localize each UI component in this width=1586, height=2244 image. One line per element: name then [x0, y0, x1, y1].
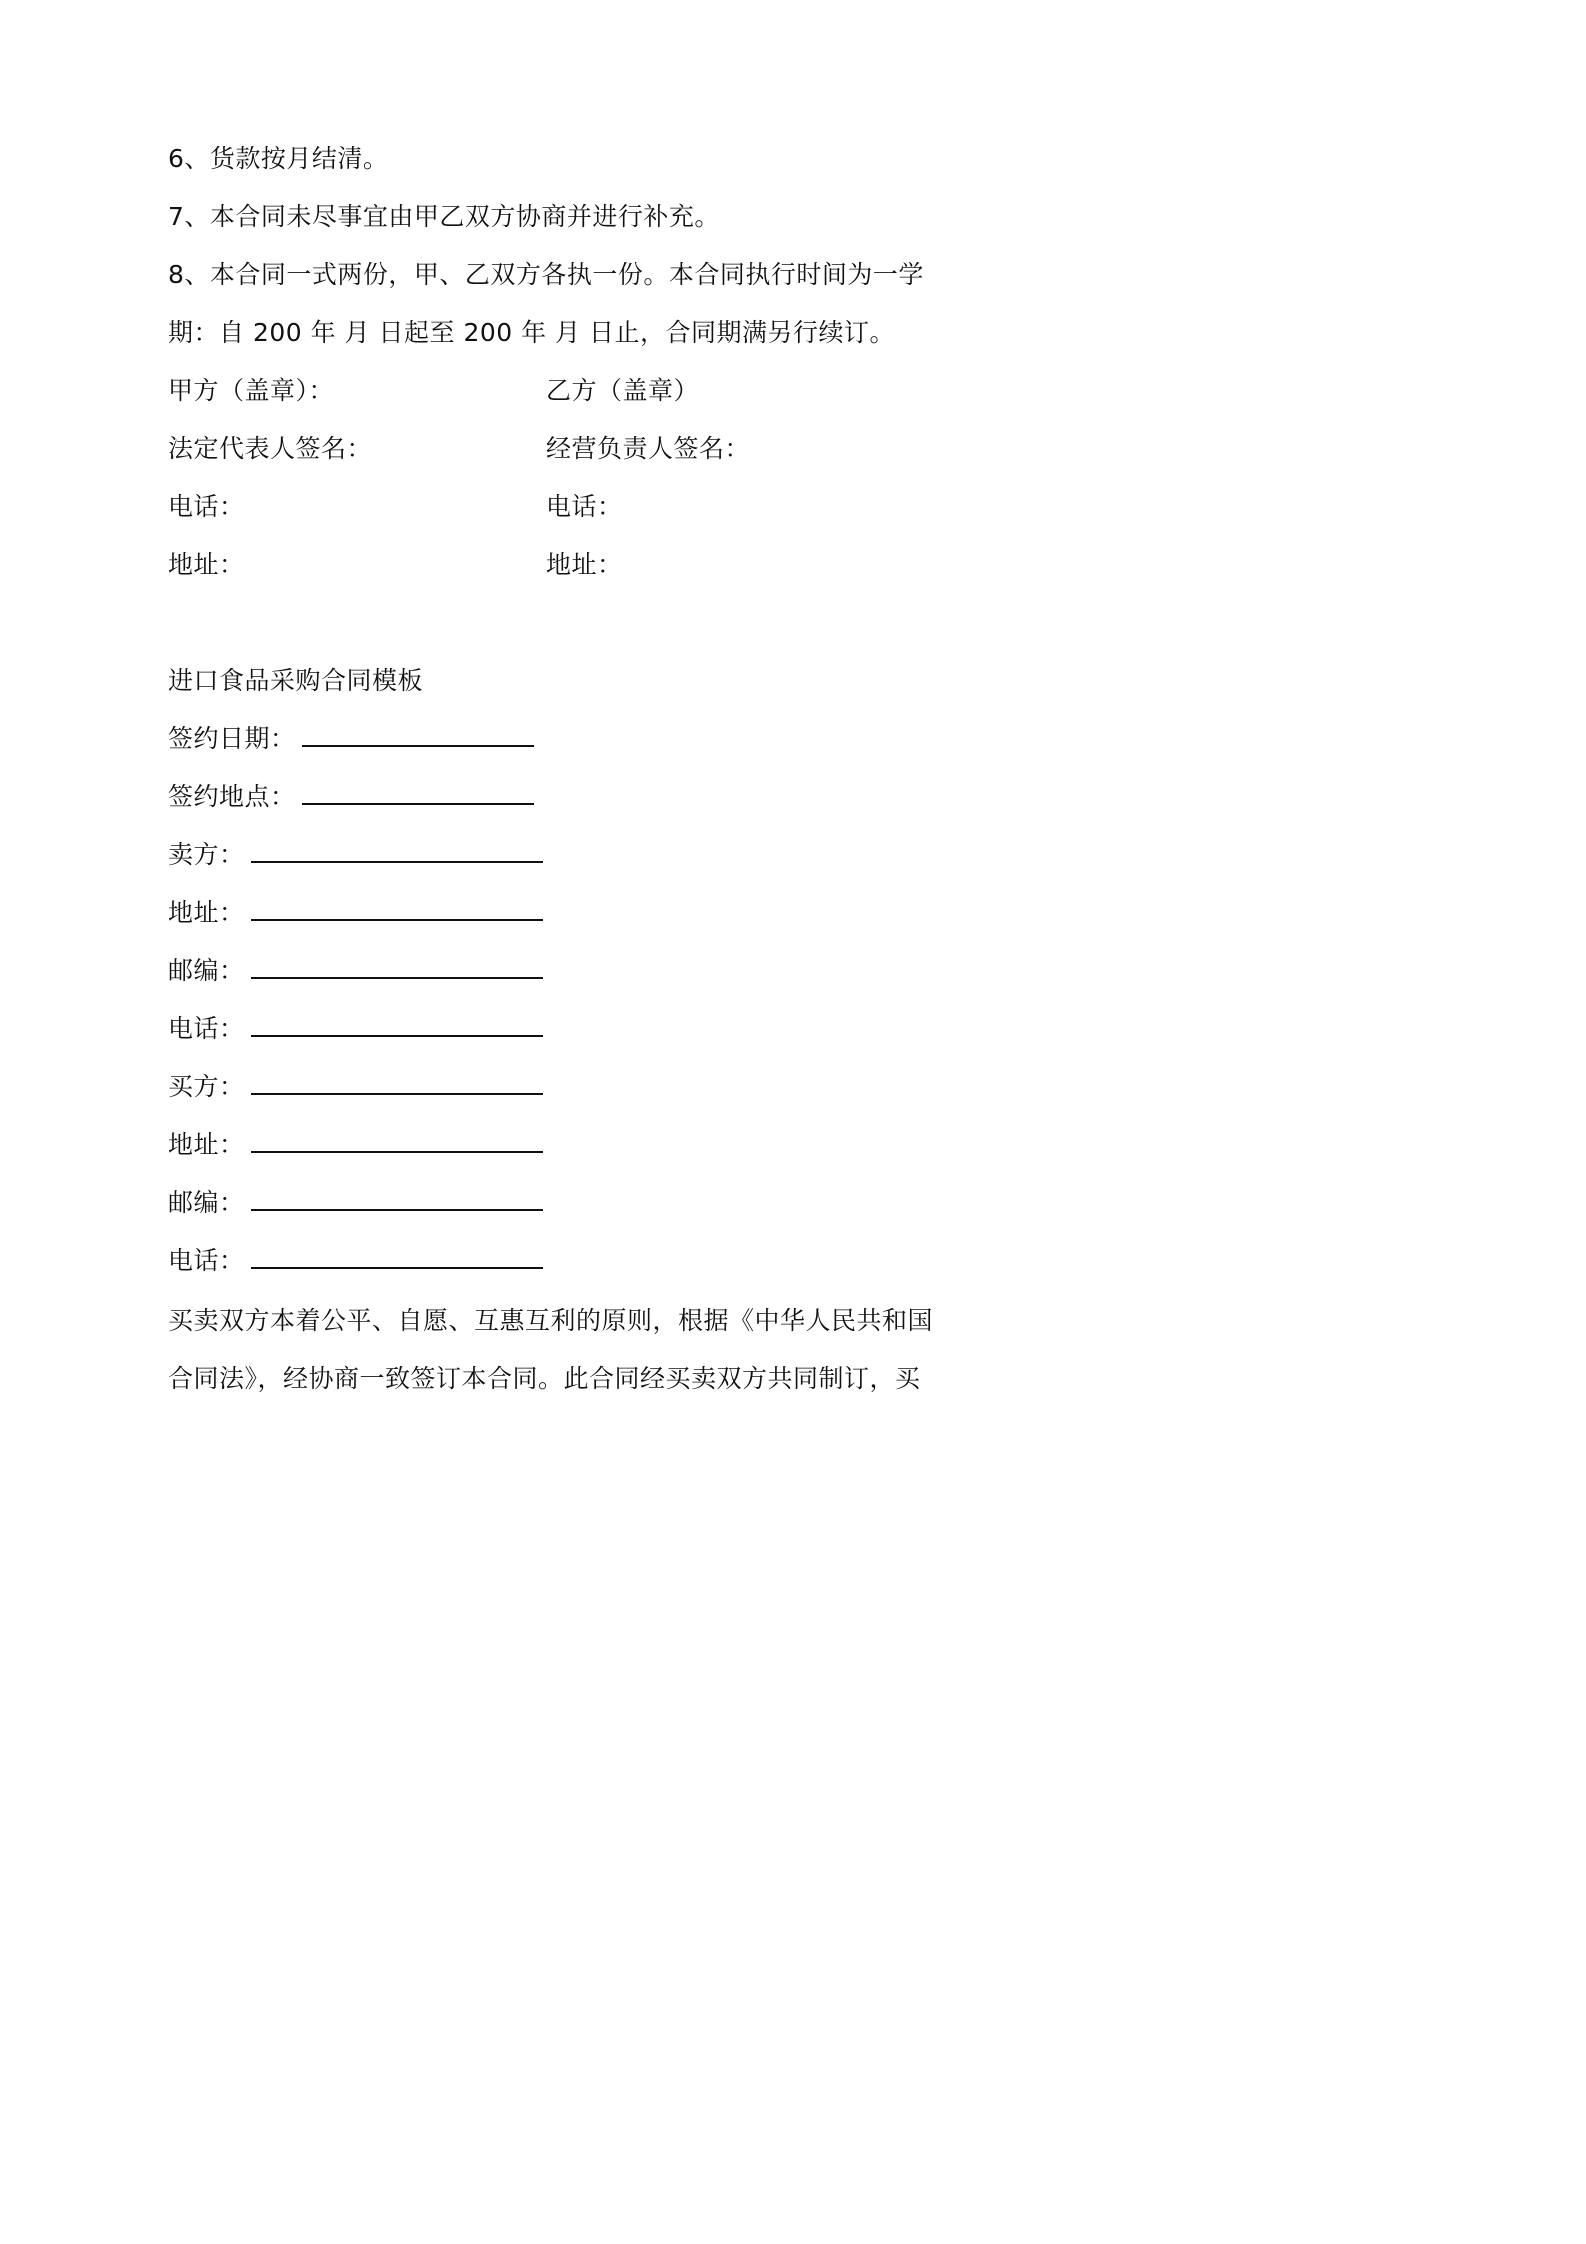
sign-date-label: 签约日期：	[168, 724, 296, 753]
buyer-zip-row	[168, 1186, 543, 1220]
buyer-row	[168, 1070, 543, 1104]
clause-8-line-1: 8、本合同一式两份，甲、乙双方各执一份。本合同执行时间为一学	[168, 260, 924, 289]
party-b-rep-label: 经营负责人签名：	[546, 434, 751, 463]
buyer-phone-blank	[251, 1245, 543, 1269]
sign-date-row	[168, 722, 534, 756]
sign-place-label: 签约地点：	[168, 782, 296, 811]
party-b-address-label: 地址：	[546, 550, 623, 579]
buyer-address-row	[168, 1128, 543, 1162]
template-title: 进口食品采购合同模板	[168, 666, 424, 695]
intro-line-2: 合同法》，经协商一致签订本合同。此合同经买卖双方共同制订，买	[168, 1364, 921, 1393]
intro-line-1: 买卖双方本着公平、自愿、互惠互利的原则，根据《中华人民共和国	[168, 1306, 934, 1335]
seller-phone-row	[168, 1012, 543, 1046]
party-a-address-label: 地址：	[168, 550, 245, 579]
buyer-phone-row	[168, 1244, 543, 1278]
sign-place-row	[168, 780, 534, 814]
sign-date-blank	[302, 723, 534, 747]
seller-address-blank	[251, 897, 543, 921]
seller-row	[168, 838, 543, 872]
seller-address-row	[168, 896, 543, 930]
seller-zip-label: 邮编：	[168, 956, 245, 985]
seller-label: 卖方：	[168, 840, 245, 869]
sign-place-blank	[302, 781, 534, 805]
party-a-rep-label: 法定代表人签名：	[168, 434, 373, 463]
buyer-address-label: 地址：	[168, 1130, 245, 1159]
seller-zip-blank	[251, 955, 543, 979]
party-a-seal-label: 甲方（盖章）：	[168, 376, 335, 405]
clause-6: 6、货款按月结清。	[168, 144, 389, 173]
buyer-phone-label: 电话：	[168, 1246, 245, 1275]
party-a-phone-label: 电话：	[168, 492, 245, 521]
clause-8-line-2: 期：自 200 年 月 日起至 200 年 月 日止，合同期满另行续订。	[168, 318, 896, 347]
buyer-label: 买方：	[168, 1072, 245, 1101]
buyer-zip-blank	[251, 1187, 543, 1211]
buyer-blank	[251, 1071, 543, 1095]
buyer-address-blank	[251, 1129, 543, 1153]
document-page	[0, 0, 1100, 1556]
clause-7: 7、本合同未尽事宜由甲乙双方协商并进行补充。	[168, 202, 720, 231]
seller-phone-label: 电话：	[168, 1014, 245, 1043]
party-b-seal-label: 乙方（盖章）	[546, 376, 700, 405]
seller-blank	[251, 839, 543, 863]
seller-zip-row	[168, 954, 543, 988]
seller-address-label: 地址：	[168, 898, 245, 927]
party-b-phone-label: 电话：	[546, 492, 623, 521]
buyer-zip-label: 邮编：	[168, 1188, 245, 1217]
seller-phone-blank	[251, 1013, 543, 1037]
